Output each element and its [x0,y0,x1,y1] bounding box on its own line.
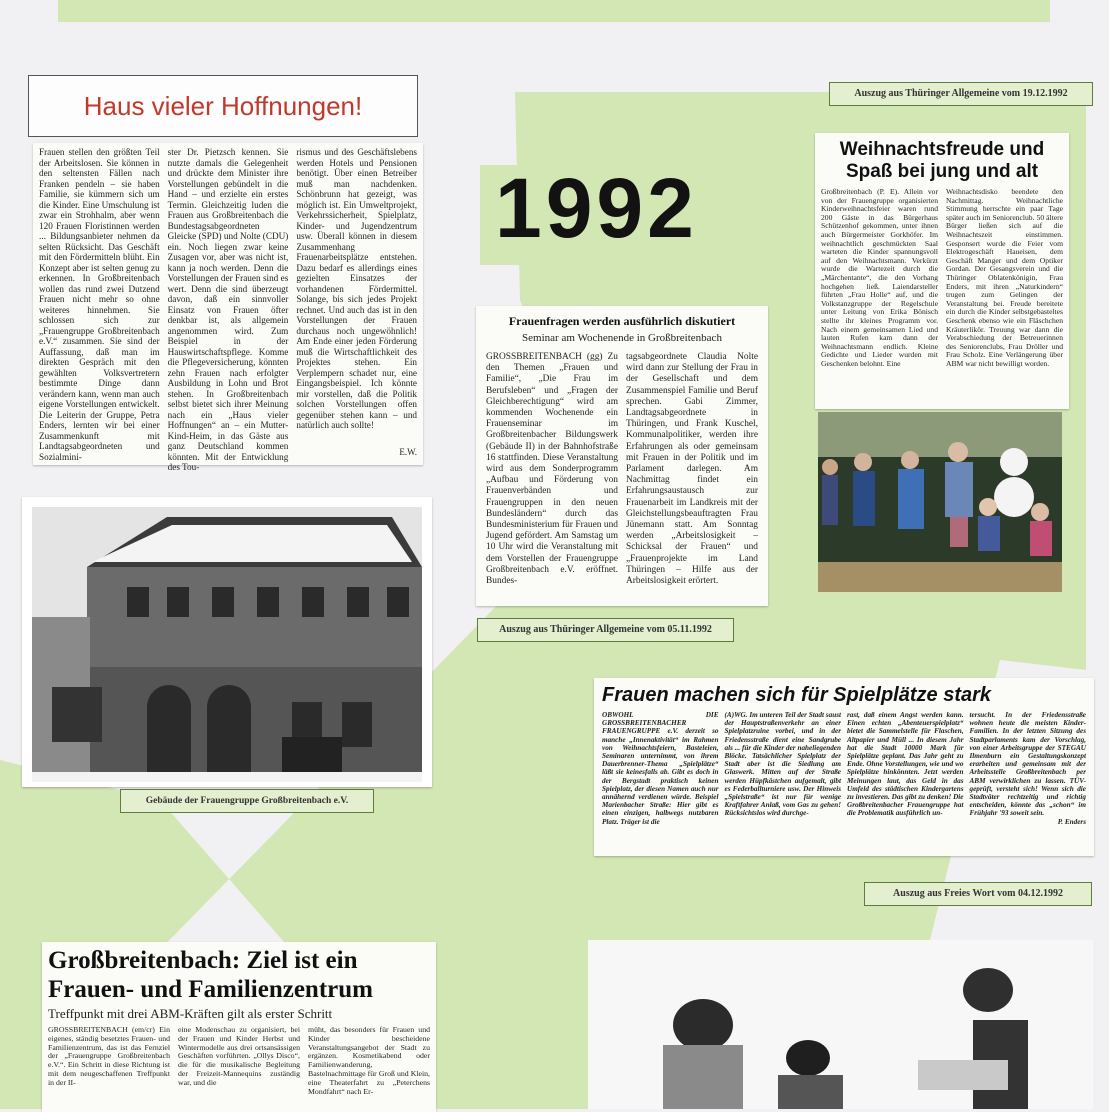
spielplaetze-title: Frauen machen sich für Spielplätze stark [602,684,992,706]
weihnacht-col2: Weihnachtsdisko beendete den Nachmittag. Weihnachtliche Stimmung herrschte ein paar Tage später auch im Seniorenclub. 50 ältere Bürger ließen sich auf die Weihnachtszeit einstimmen. Gesponsert wurde die Feier vom Elektrogeschäft Haueisen, dem Geschäft Manger und dem Optiker Gordan. Der Gesangsverein und die Thüringer Oblatenkönigin, Frau Enders, mit ihren „Naturkindern“ trugen zum Gelingen der Veranstaltung bei. Freude bereitete ein durch die Kinder selbstgebasteltes Geschenk ebenso wie ein Fläschchen Kräuterlikör. Treuung war dann die Verabschiedung der Betreuerinnen des Seniorenclubs, Frau Dröller und Frau Scholz. Eine Verlängerung über ABM war nicht bewilligt worden. [946,187,1063,368]
spielplaetze-article [594,678,1094,856]
caption-building: Gebäude der Frauengruppe Großbreitenbach e.V. [120,789,374,813]
christmas-photo [818,412,1062,592]
weihnacht-col1: Großbreitenbach (P. E). Allein vor von der Frauengruppe organisierten Kinderweihnachtsfeier waren rund 200 Gäste in das Bürgerhaus Schützenhof gekommen, unter ihnen auch Bürgermeister Gorkhöfer. Im weihnachtlich geschmückten Saal warteten die Kinder spannungsvoll auf den Weihnachtsmann. Verkürzt wurde die Wartezeit durch die „Märchentante“, die den Vorhang hochgehen ließ. Laiendarsteller führten „Frau Holle“ auf, und die Volkstanzgruppe der Regelschule unter Leitung von Erika Bönisch stellte ihr kleines Programm vor. Nach einem gemeinsamen Lied und lauten Rufen kam dann der Weihnachtsmann endlich. Kleine Gedichte und Lieder wurden mit Geschenken belohnt. Eine [821,187,938,368]
spielplaetze-col1: OBWOHL DIE GROSSBREITENBACHER FRAUENGRUPPE e.V. derzeit so manche „Innenaktivität“ im Rahmen von Weihnachtsfeiern, Basteleien, Seminaren unternimmt, von ihrem Dauerbrenner-Thema „Spielplätze“ läßt sie keinesfalls ab. Gibt es doch in der Bergstadt praktisch keinen Spielplatz, der diesen Namen auch nur annähernd verdienen würde. Beispiel Marienbacher Straße: Hier gibt es einen einzigen, halbwegs nutzbaren Platz. Träger ist die [602,711,719,826]
spielplaetze-col3: rast, daß einem Angst werden kann. Einen echten „Abenteuerspielplatz“ bietet die Sammelstelle für Flaschen, Altpapier und Müll ... In diesem Jahr hat die Stadt 10000 Mark für Spielplätze geplant. Das Jahr geht zu Ende. Ohne Vorstellungen, wie und wo Spielplätze hinkönnten. Jetzt werden Meinungen laut, das Geld in das Umfeld des städtischen Kindergartens zu investieren. Das gibt zu denken! Die Großbreitenbacher Frauengruppe hat die Problematik ausführlich un- [847,711,964,818]
haus-text-col3: rismus und des Geschäftslebens werden Hotels und Pensionen benötigt. Über einen Betreiber muß man nachdenken. Schönbrunn hat gezeigt, was möglich ist. Ein Umweltprojekt, Verkehrssicherheit, Spielplatz, Kinder- und Jugendzentrum usw. Überall können in diesem Zusammenhang Frauenarbeitsplätze entstehen. Dazu bedarf es allerdings eines gezielten Einsatzes der vorhandenen Fördermittel. Solange, bis sich jedes Projekt rechnet. Und auch das ist in den Vorstellungen der Frauen durchaus noch ungewöhnlich! Am Ende einer jeden Förderung muß die Wirtschaftlichkeit des Projektes stehen. Ein Verplempern schadet nur, eine Eingangsbeispiel. Ich könnte mir vorstellen, daß die Politik solchen Vorstellungen offen gegenüber stehen kann – und natürlich auch sollte! [296,147,418,430]
caption-freies-wort: Auszug aus Freies Wort vom 04.12.1992 [864,882,1092,906]
frauenfragen-subtitle: Seminar am Wochenende in Großbreitenbach [522,332,722,344]
frauenfragen-title: Frauenfragen werden ausführlich diskutiert [508,314,736,328]
frauenfragen-col1: GROSSBREITENBACH (gg) Zu den Themen „Frauen und Familie“, „Die Frau im Berufsleben“ und „Fragen der Gleichberechtigung“ wird am kommenden Wochenende ein Frauenseminar im Großbreitenbacher Bildungswerk (Gebäude II) in der Bahnhofstraße 16 stattfinden. Diese Veranstaltung wird aus dem Sonderprogramm „Aufbau und Förderung von Frauenverbänden und Frauengruppen in den neuen Bundesländern“ durch das Bundesministerium für Frauen und Jugend gefördert. Am Samstag um 10 Uhr wird die Veranstaltung mit dem Vorstellen der Frauengruppe Großbreitenbach e.V. eröffnet. Bundes- [486,352,618,587]
weihnacht-title: Weihnachtsfreude und Spaß bei jung und alt [839,139,1045,182]
haus-title: Haus vieler Hoffnungen! [83,90,363,121]
spielplaetze-col2: (A)WG. Im unteren Teil der Stadt saust der Hauptstraßenverkehr an einer Spielplatzruine vorbei, und in der Friedensstraße dient eine Sandgrube als ... für die Kinder der naheliegenden Blöcke. Tatsächlicher Spielplatz der Stadt aber ist die Siedlung am Glaswerk. Mitten auf der Straße werden Hüpfkästchen aufgemalt, gibt es Federballturniere usw. Der Hinweis „Spielstraße“ ist nur für wenige Kraftfahrer Anlaß, vom Gas zu gehen! Rücksichtslos wird durchge- [724,711,841,818]
haus-signature: E.W. [399,447,417,457]
group-photo [588,940,1093,1109]
spielplaetze-col4-text: tersucht. In der Friedensstraße wohnen heute die meisten Kinder-Familien. In der letzten Sitzung des Stadtparlaments kam der Vorschlag, von einer Arbeitsgruppe der STEGAU Ilmenburn ein Gestaltungskonzept erarbeiten und gemeinsam mit der Arbeitsstelle Großbreitenbach per ABM verwirklichen zu lassen. TÜV-geprüft, versteht sich! Wenn sich die Stadtväter rechtzeitig und richtig entscheiden, könnte das „schon“ im Frühjahr '93 soweit sein. [969,711,1086,818]
caption-thueringer-0511: Auszug aus Thüringer Allgemeine vom 05.11.1992 [477,618,734,642]
frauenfragen-article [476,306,768,606]
spielplaetze-col4 [970,711,1087,841]
ziel-col2: eine Modenschau zu organisiert, bei der Frauen und Kinder Herbst und Wintermodelle aus drei ortsansässigen Geschäften vorführten. „Ollys Disco“, die für die musikalische Begleitung der Freizeit-Mannequins zuständig war, und die [178,1025,300,1087]
haus-title-box [28,75,418,137]
building-photo [22,497,432,787]
haus-text-col1: Frauen stellen den größten Teil der Arbeitslosen. Sie können in den seltensten Fällen nach Franken pendeln – sie haben Familie, sie kümmern sich um die Kinder. Eine Umschulung ist zwar ein Strohhalm, aber wenn 120 Frauen Floristinnen werden ... Bildungsanbieter nehmen da selten Rücksicht. Das Geschäft mit den Fördermitteln blüht. Ein Konzept aber ist selten genug zu erkennen. In Großbreitenbach wollen das rund zwei Dutzend Frauen nicht mehr so ohne weiteres hinnehmen. Sie schlossen sich zur „Frauengruppe Großbreitenbach e.V.“ zusammen. Sie sind der Auffassung, daß man im direkten Gespräch mit den gewählten Volksvertretern bestimmte Dinge dann verändern kann, wenn man auch eigene Vorstellungen entwickelt. Die Leiterin der Gruppe, Petra Enders, lernten wir bei einer Zusammenkunft mit Landtagsabgeordneten und Sozialmini- [39,147,160,462]
year-heading: 1992 [495,161,698,255]
ziel-article [42,942,436,1112]
ziel-col3: müht, das besonders für Frauen und Kinder bescheidene Veranstaltungsangebot der Stadt zu ergänzen. Kosmetikabend oder Familienwanderung, Bastelnachmittage für Groß und Klein, eine Theaterfahrt zu „Peterchens Mondfahrt“ nach Er- [308,1025,430,1096]
ziel-col1: GROSSBREITENBACH (em/cr) Ein eigenes, ständig besetztes Frauen- und Familienzentrum, das ist das Fernziel der „Frauengruppe Großbreitenbach e.V.“. Ein Schritt in diese Richtung ist mit dem neugeschaffenen Treffpunkt in der II- [48,1025,170,1087]
ziel-title: Großbreitenbach: Ziel ist ein Frauen- und Familienzentrum [48,947,373,1003]
frauenfragen-col2: tagsabgeordnete Claudia Nolte wird dann zur Stellung der Frau in der Gesellschaft und dem Zusammenspiel Familie und Beruf sprechen. Gabi Zimmer, Landtagsabgeordnete in Thüringen, und Frank Kuschel, Kommunalpolitiker, werden ihre Erfahrungen als oder gemeinsam mit Frauen in der Politik und im Parlament darlegen. Am Nachmittag findet ein Erfahrungsaustausch zur Frauenarbeit im Landkreis mit der Gleichstellungsbeauftragten Frau Jünemann statt. Am Sonntag werden „Arbeitslosigkeit – Schicksal der Frauen“ und „Frauenprojekte im Land Thüringen – Hilfe aus der Arbeitslosigkeit erörtert. [626,352,758,587]
weihnacht-article [815,133,1069,409]
spielplaetze-signature: P. Enders [1057,817,1086,826]
ziel-subtitle: Treffpunkt mit drei ABM-Kräften gilt als erster Schritt [48,1006,333,1021]
haus-article [33,143,423,472]
caption-thueringer-1912: Auszug aus Thüringer Allgemeine vom 19.12.1992 [829,82,1093,106]
haus-text-col2: ster Dr. Pietzsch kennen. Sie nutzte damals die Gelegenheit und drückte dem Minister ihre Vorstellungen gebündelt in die Hand – und erzielte ein erstes Termin. Gleichzeitig luden die Frauen aus Großbreitenbach die Bundestagsabgeordneten Gleicke (SPD) und Nolte (CDU) ein. Noch liegen zwar keine Zusagen vor, aber was nicht ist, kann ja noch werden. Denn die Vorstellungen der Frauen sind es wert. Denn die sind überzeugt davon, daß ein sinnvoller Einsatz von Frauen öfter denkbar ist, als allgemein angenommen wird. Zum Beispiel in der Hauswirtschaftspflege. Komme die Pflegeversicherung, könnten zehn Frauen nach erfolgter Ausbildung in Lohn und Brot stehen. In Großbreitenbach selbst bietet sich ihrer Meinung nach ein „Haus vieler Hoffnungen“ an – ein Mutter-Kind-Heim, in das Gäste aus ganz Deutschland kommen könnten. Mit der Entwicklung des Tou- [167,147,289,472]
